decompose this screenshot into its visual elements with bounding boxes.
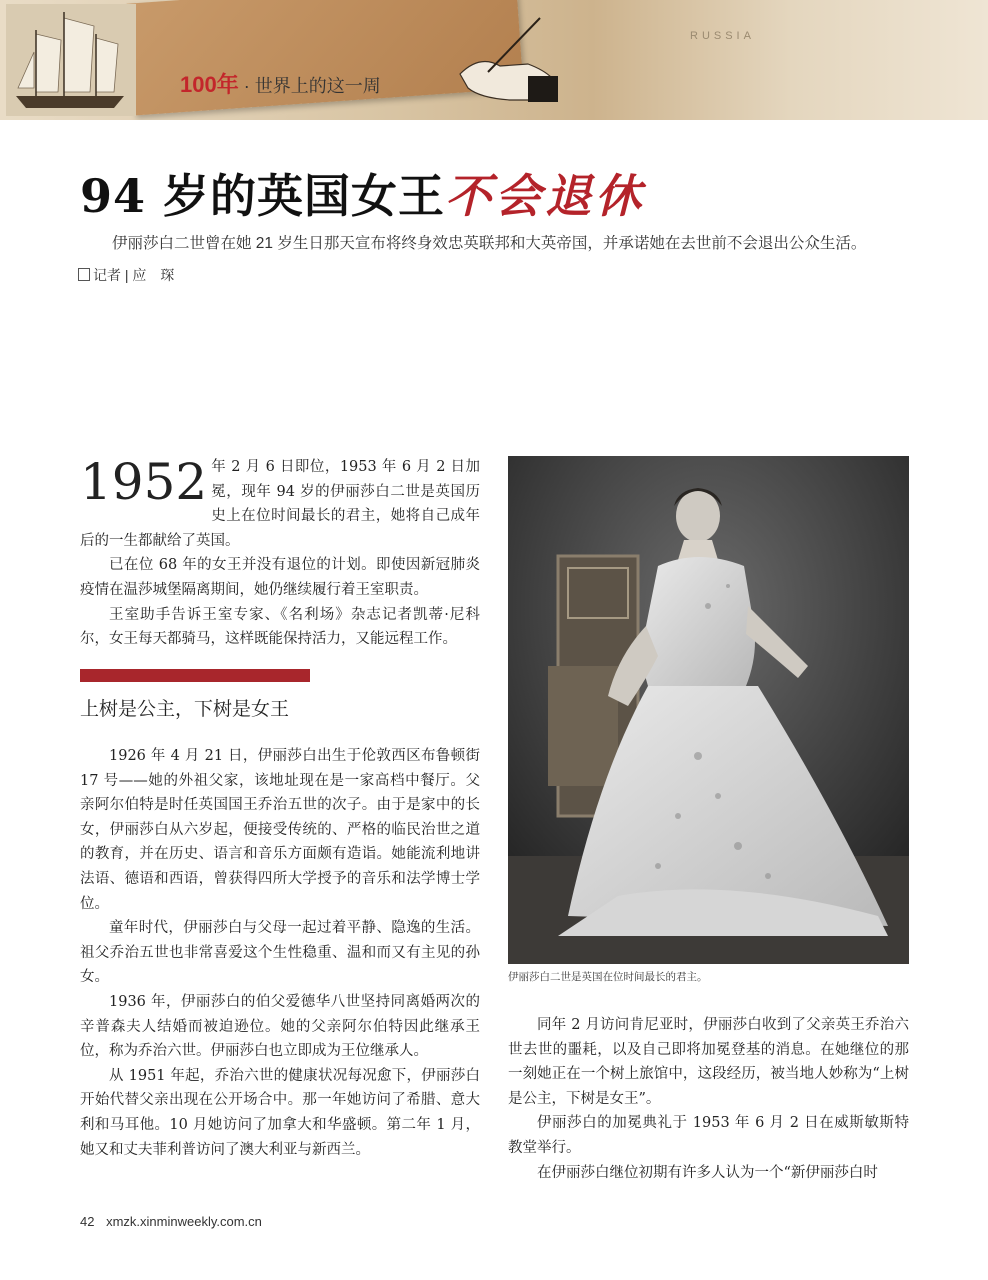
page-footer (80, 1214, 262, 1229)
page-number: 42 (80, 1214, 95, 1229)
article-subtitle: 伊丽莎白二世曾在她 21 岁生日那天宣布将终身效忠英联邦和大英帝国，并承诺她在去世前不会退出公众生活。 (112, 235, 867, 252)
writing-hand-icon (440, 14, 560, 104)
body-paragraph: 从 1951 年起，乔治六世的健康状况每况愈下，伊丽莎白开始代替父亲出现在公开场合中。那一年她访问了希腊、意大利和马耳他。10 月她访问了加拿大和华盛顿。第二年 1 月，她又和丈夫菲利普访问了澳大利亚与新西兰。 (80, 1067, 480, 1158)
section-year: 100年 (180, 72, 239, 97)
section-title: · 世界上的这一周 (243, 76, 381, 96)
byline-text: 记者 | 应 琛 (93, 267, 175, 283)
queen-portrait-photo (508, 456, 909, 964)
body-paragraph: 在伊丽莎白继位初期有许多人认为一个“新伊丽莎白时 (537, 1164, 878, 1181)
intro-column (80, 455, 480, 652)
section-subhead: 上树是公主，下树是女王 (80, 698, 290, 720)
byline-square-icon (78, 268, 90, 281)
intro-paragraph: 王室助手告诉王室专家、《名利场》杂志记者凯蒂·尼科尔，女王每天都骑马，这样既能保持活力，又能远程工作。 (80, 606, 480, 648)
section-label (180, 68, 381, 99)
right-body-column (508, 1013, 909, 1185)
photo-caption: 伊丽莎白二世是英国在位时间最长的君主。 (508, 971, 708, 983)
body-paragraph: 1926 年 4 月 21 日，伊丽莎白出生于伦敦西区布鲁顿街 17 号——她的外祖父家，该地址现在是一家高档中餐厅。父亲阿尔伯特是时任英国国王乔治五世的次子。由于是家中的长女，伊丽莎白从六岁起，便接受传统的、严格的临民治世之道的教育，并在历史、语言和音乐方面颇有造诣。她能流利地讲法语、德语和西语，曾获得四所大学授予的音乐和法学博士学位。 (80, 748, 480, 912)
body-paragraph: 1936 年，伊丽莎白的伯父爱德华八世坚持同离婚两次的辛普森夫人结婚而被迫逊位。她的父亲阿尔伯特因此继承王位，称为乔治六世。伊丽莎白也立即成为王位继承人。 (80, 993, 480, 1060)
portrait-illustration (508, 456, 909, 964)
article-title (80, 160, 645, 226)
header-banner (0, 0, 988, 120)
body-paragraph: 伊丽莎白的加冕典礼于 1953 年 6 月 2 日在威斯敏斯特教堂举行。 (508, 1115, 909, 1156)
drop-cap: 1952 (80, 453, 208, 511)
intro-paragraph-text: 年 2 月 6 日即位，1953 年 6 月 2 日加冕，现年 94 岁的伊丽莎白二世是英国历史上在位时间最长的君主，她将自己成年后的一生都献给了英国。 (80, 459, 480, 549)
map-label: RUSSIA (690, 30, 755, 42)
article-title-main: 94 岁的英国女王 (80, 169, 446, 223)
body-paragraph: 童年时代，伊丽莎白与父母一起过着平静、隐逸的生活。祖父乔治五世也非常喜爱这个生性稳重、温和而又有主见的孙女。 (80, 920, 480, 986)
sailing-ship-icon (6, 4, 136, 116)
article-title-accent: 不会退休 (445, 169, 646, 223)
section-rule (80, 669, 310, 682)
body-paragraph: 同年 2 月访问肯尼亚时，伊丽莎白收到了父亲英王乔治六世去世的噩耗，以及自己即将加冕登基的消息。在她继位的那一刻她正在一个树上旅馆中，这段经历，被当地人妙称为“上树是公主，下树是女王”。 (508, 1017, 909, 1107)
intro-paragraph (80, 455, 480, 553)
footer-url[interactable]: xmzk.xinminweekly.com.cn (106, 1214, 262, 1229)
left-body-column (80, 744, 480, 1162)
byline (78, 265, 174, 285)
intro-paragraph: 已在位 68 年的女王并没有退位的计划。即使因新冠肺炎疫情在温莎城堡隔离期间，她仍继续履行着王室职责。 (80, 557, 480, 598)
